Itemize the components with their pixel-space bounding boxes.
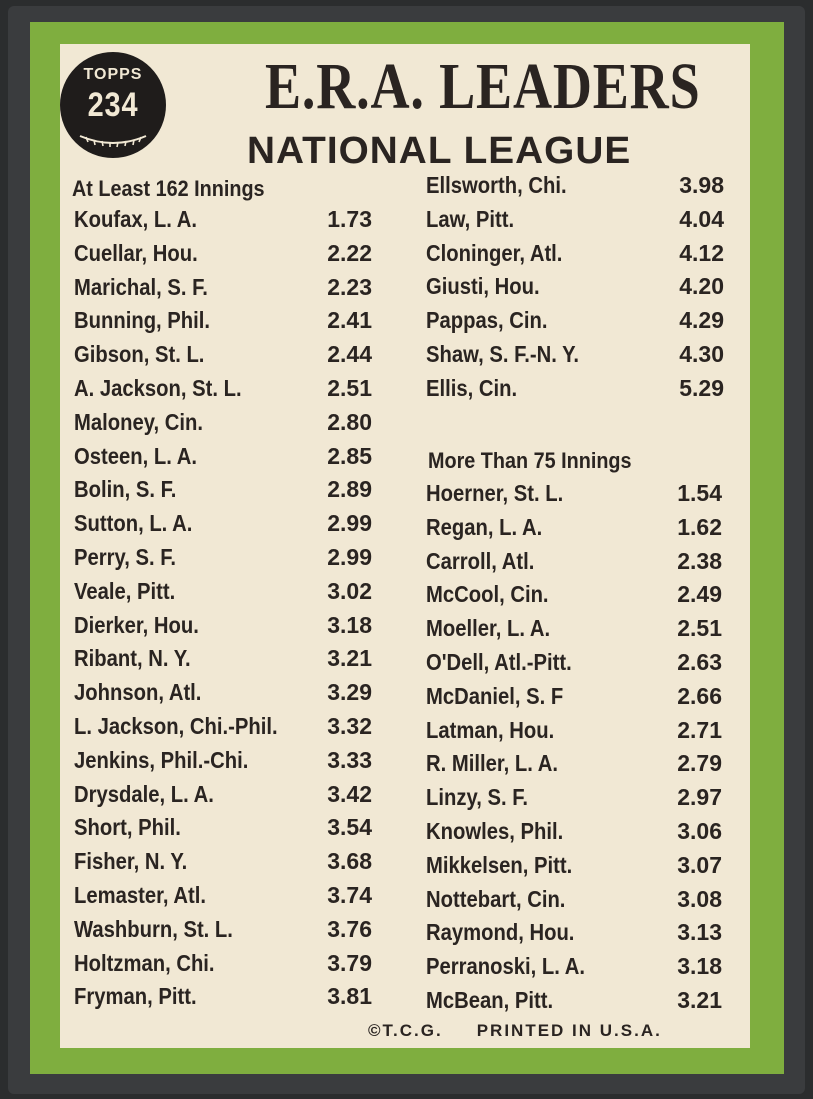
era-value: 3.18 [327, 611, 372, 638]
era-value: 3.33 [327, 746, 372, 773]
era-value: 3.42 [327, 780, 372, 807]
leader-row [74, 508, 372, 542]
era-value: 1.73 [327, 206, 372, 232]
leader-row [74, 339, 372, 373]
player-name: Perranoski, L. A. [426, 953, 585, 980]
era-value: 2.41 [327, 307, 372, 334]
player-name: Osteen, L. A. [74, 442, 197, 469]
brand-label: TOPPS [83, 66, 143, 83]
leader-row [74, 407, 372, 441]
player-name: McCool, Cin. [426, 581, 549, 608]
leader-row [74, 441, 372, 475]
era-value: 2.63 [677, 648, 722, 675]
era-value: 2.89 [327, 476, 372, 503]
leader-row [74, 981, 372, 1015]
leader-row [426, 985, 722, 1019]
era-value: 3.18 [677, 953, 722, 980]
era-value: 3.32 [327, 712, 372, 739]
era-value: 4.30 [679, 340, 724, 367]
leader-row [426, 647, 722, 681]
leader-row [74, 812, 372, 846]
era-value: 2.85 [327, 442, 372, 469]
left-section-heading: At Least 162 Innings [72, 176, 265, 201]
card-number: 234 [87, 86, 139, 124]
leader-row [74, 474, 372, 508]
leader-row [74, 948, 372, 982]
leader-row [426, 715, 722, 749]
leader-row [426, 884, 722, 918]
era-value: 2.71 [677, 716, 722, 743]
era-value: 3.13 [677, 919, 722, 946]
leader-row [74, 779, 372, 813]
right-section-heading: More Than 75 Innings [428, 448, 632, 473]
leader-row [74, 305, 372, 339]
player-name: Dierker, Hou. [74, 611, 199, 638]
player-name: Drysdale, L. A. [74, 780, 214, 807]
era-value: 2.38 [677, 547, 722, 574]
era-value: 2.79 [677, 750, 722, 777]
player-name: Maloney, Cin. [74, 408, 203, 435]
era-value: 3.54 [327, 814, 372, 841]
leader-row [426, 204, 724, 238]
era-value: 2.97 [677, 784, 722, 811]
player-name: L. Jackson, Chi.-Phil. [74, 712, 278, 739]
era-value: 2.66 [677, 682, 722, 709]
leader-row [74, 880, 372, 914]
player-name: R. Miller, L. A. [426, 750, 558, 777]
leader-row [426, 170, 724, 204]
player-name: Cloninger, Atl. [426, 239, 563, 266]
right-top-leaders-list [426, 170, 724, 407]
player-name: O'Dell, Atl.-Pitt. [426, 648, 572, 675]
leader-row [426, 305, 724, 339]
era-value: 2.99 [327, 543, 372, 570]
leader-row [426, 951, 722, 985]
league-subtitle: NATIONAL LEAGUE [247, 130, 632, 172]
era-value: 1.54 [677, 480, 722, 506]
era-value: 3.08 [677, 885, 722, 912]
era-value: 4.04 [679, 205, 724, 232]
leader-row [426, 373, 724, 407]
right-leaders-list [426, 478, 722, 1019]
era-value: 3.21 [677, 986, 722, 1013]
player-name: A. Jackson, St. L. [74, 374, 242, 401]
era-value: 4.12 [679, 239, 724, 266]
era-value: 2.51 [677, 615, 722, 642]
player-name: Regan, L. A. [426, 513, 543, 540]
era-value: 3.21 [327, 645, 372, 672]
era-value: 2.51 [327, 374, 372, 401]
leader-row [74, 677, 372, 711]
player-name: Law, Pitt. [426, 205, 515, 232]
leader-row [74, 238, 372, 272]
player-name: Shaw, S. F.-N. Y. [426, 340, 579, 367]
player-name: Knowles, Phil. [426, 817, 564, 844]
player-name: McBean, Pitt. [426, 986, 554, 1013]
leader-row [74, 745, 372, 779]
player-name: Veale, Pitt. [74, 577, 176, 604]
leader-row [426, 748, 722, 782]
player-name: Ellis, Cin. [426, 374, 518, 401]
era-value: 2.49 [677, 581, 722, 608]
leader-row [426, 339, 724, 373]
leader-row [426, 613, 722, 647]
copyright-label: ©T.C.G. [368, 1021, 443, 1040]
era-value: 4.29 [679, 307, 724, 334]
player-name: Mikkelsen, Pitt. [426, 851, 573, 878]
era-value: 3.81 [327, 983, 372, 1010]
player-name: Bolin, S. F. [74, 476, 177, 503]
leader-row [74, 846, 372, 880]
player-name: Nottebart, Cin. [426, 885, 566, 912]
player-name: Pappas, Cin. [426, 307, 548, 334]
era-value: 3.79 [327, 949, 372, 976]
era-value: 1.62 [677, 513, 722, 540]
player-name: Latman, Hou. [426, 716, 555, 743]
leader-row [74, 610, 372, 644]
player-name: Perry, S. F. [74, 543, 177, 570]
player-name: Cuellar, Hou. [74, 239, 198, 266]
era-value: 2.80 [327, 408, 372, 435]
player-name: Gibson, St. L. [74, 341, 205, 368]
printed-label: PRINTED IN U.S.A. [476, 1021, 662, 1040]
leader-row [426, 512, 722, 546]
player-name: Johnson, Atl. [74, 679, 202, 706]
era-value: 2.99 [327, 510, 372, 537]
leader-row [426, 681, 722, 715]
player-name: Fisher, N. Y. [74, 848, 188, 875]
leader-row [426, 546, 722, 580]
player-name: Koufax, L. A. [74, 206, 197, 232]
era-value: 2.44 [327, 341, 372, 368]
leader-row [74, 272, 372, 306]
leader-row [426, 816, 722, 850]
leader-row [426, 782, 722, 816]
player-name: Moeller, L. A. [426, 615, 551, 642]
era-value: 4.20 [679, 273, 724, 300]
player-name: Giusti, Hou. [426, 273, 540, 300]
card-number-badge [60, 52, 166, 158]
leader-row [426, 850, 722, 884]
player-name: Fryman, Pitt. [74, 983, 197, 1010]
leader-row [426, 238, 724, 272]
card-face [60, 44, 750, 1048]
leader-row [74, 643, 372, 677]
era-value: 3.74 [327, 881, 372, 908]
player-name: Bunning, Phil. [74, 307, 211, 334]
era-value: 3.76 [327, 915, 372, 942]
leader-row [74, 576, 372, 610]
left-leaders-list [74, 204, 372, 1015]
player-name: Ribant, N. Y. [74, 645, 191, 672]
player-name: Sutton, L. A. [74, 510, 193, 537]
era-value: 3.98 [679, 172, 724, 198]
page-title: E.R.A. LEADERS [265, 50, 701, 123]
player-name: Jenkins, Phil.-Chi. [74, 746, 249, 773]
player-name: Linzy, S. F. [426, 784, 528, 811]
baseball-seam-icon [78, 134, 148, 148]
player-name: Washburn, St. L. [74, 915, 233, 942]
player-name: Short, Phil. [74, 814, 181, 841]
leader-row [74, 373, 372, 407]
era-value: 2.23 [327, 273, 372, 300]
player-name: Lemaster, Atl. [74, 881, 206, 908]
player-name: Raymond, Hou. [426, 919, 575, 946]
leader-row [74, 711, 372, 745]
leader-row [426, 271, 724, 305]
player-name: Marichal, S. F. [74, 273, 208, 300]
era-value: 3.07 [677, 851, 722, 878]
player-name: Holtzman, Chi. [74, 949, 215, 976]
leader-row [426, 579, 722, 613]
leader-row [426, 478, 722, 512]
player-name: McDaniel, S. F [426, 682, 564, 709]
leader-row [74, 204, 372, 238]
era-value: 3.29 [327, 679, 372, 706]
era-value: 5.29 [679, 374, 724, 401]
era-value: 3.68 [327, 848, 372, 875]
footer [368, 1021, 696, 1041]
era-value: 3.06 [677, 817, 722, 844]
player-name: Hoerner, St. L. [426, 480, 564, 506]
era-value: 2.22 [327, 239, 372, 266]
leader-row [426, 917, 722, 951]
leader-row [74, 542, 372, 576]
player-name: Carroll, Atl. [426, 547, 535, 574]
player-name: Ellsworth, Chi. [426, 172, 567, 198]
leader-row [74, 914, 372, 948]
era-value: 3.02 [327, 577, 372, 604]
